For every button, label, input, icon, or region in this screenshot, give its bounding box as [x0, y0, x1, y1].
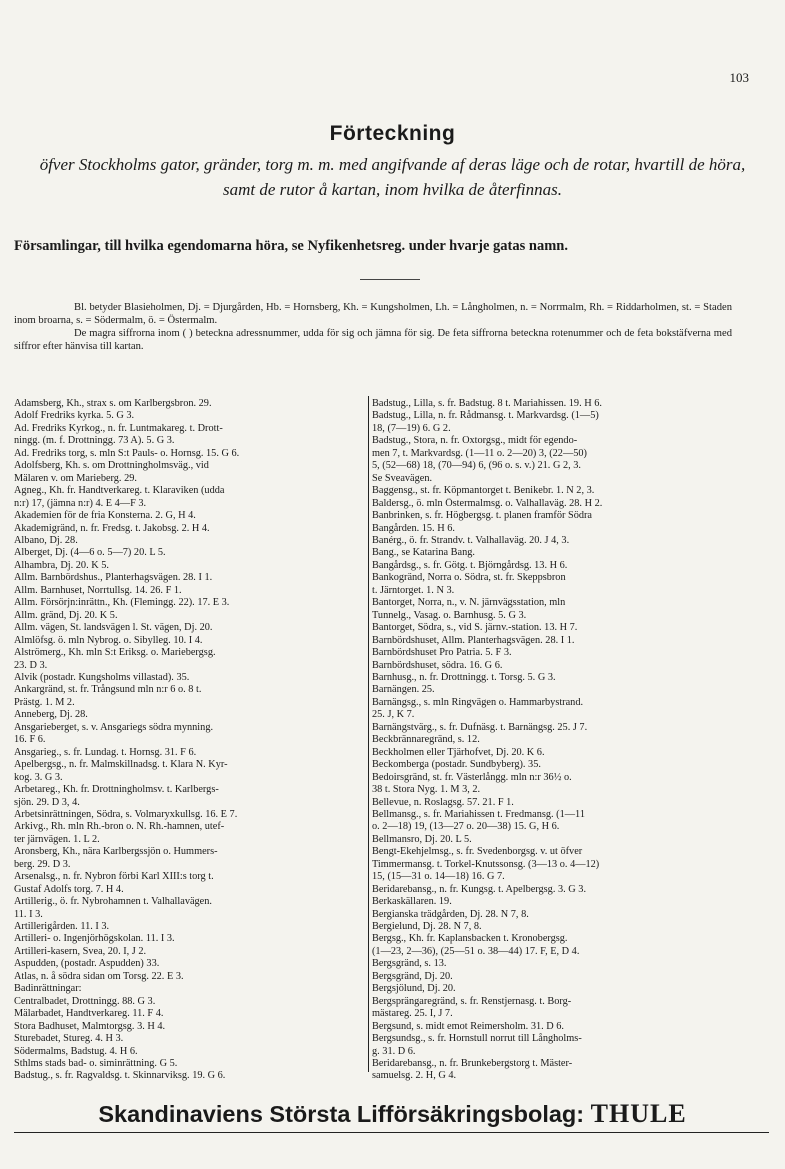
index-entry: Sthlms stads bad- o. siminrättning. G 5. — [14, 1058, 178, 1070]
index-entry: g. 31. D 6. — [372, 1045, 416, 1057]
index-entry: Allm. gränd, Dj. 20. K 5. — [14, 609, 118, 621]
index-entry: Barnbördshuset, Allm. Planterhagsvägen. 28. I 1. — [372, 634, 575, 646]
index-entry: Beckbrännaregränd, s. 12. — [372, 734, 480, 746]
index-entry: Badstug., Lilla, n. fr. Rådmansg. t. Markvardsg. (1—5) — [372, 410, 599, 422]
index-entry: Banérg., ö. fr. Strandv. t. Valhallaväg. 20. J 4, 3. — [372, 534, 570, 546]
index-entry: kog. 3. G 3. — [14, 771, 63, 783]
index-entry: Artilleri- o. Ingenjörhögskolan. 11. I 3. — [14, 933, 175, 945]
index-entry: Atlas, n. å södra sidan om Torsg. 22. E 3. — [14, 970, 184, 982]
index-entry: Albano, Dj. 28. — [14, 534, 78, 546]
index-entry: Berkaskällaren. 19. — [372, 896, 452, 908]
banner-brand: THULE — [590, 1099, 687, 1128]
index-entry: men 7, t. Markvardsg. (1—11 o. 2—20) 3, (22—50) — [372, 447, 587, 459]
index-entry: Bergsund, s. midt emot Reimersholm. 31. D 6. — [372, 1020, 565, 1032]
index-entry: ningg. (m. f. Drottningg. 73 A). 5. G 3. — [14, 435, 175, 447]
index-entry: Bergsprängaregränd, s. fr. Renstjernasg. t. Borg- — [372, 995, 572, 1007]
index-entry: Bellmansg., s. fr. Mariahissen t. Fredmansg. (1—11 — [372, 808, 585, 820]
index-entry: Bergsg., Kh. fr. Kaplansbacken t. Kronobergsg. — [372, 933, 568, 945]
index-entry: Adolf Fredriks kyrka. 5. G 3. — [14, 410, 135, 422]
index-entry: (1—23, 2—36), (25—51 o. 38—44) 17. F, E, D 4. — [372, 945, 580, 957]
index-entry: Bergianska trädgården, Dj. 28. N 7, 8. — [372, 908, 529, 920]
banner-rule — [14, 1132, 769, 1133]
index-entry: Bang., se Katarina Bang. — [372, 547, 475, 559]
index-entry: Bergsgränd, Dj. 20. — [372, 970, 453, 982]
index-entry: Anneberg, Dj. 28. — [14, 709, 88, 721]
index-entry: Bantorget, Norra, n., v. N. järnvägsstation, mln — [372, 597, 566, 609]
index-entry: Tunnelg., Vasag. o. Barnhusg. 5. G 3. — [372, 609, 527, 621]
index-entry: Barnbördshuset, södra. 16. G 6. — [372, 659, 503, 671]
index-entry: 25. J, K 7. — [372, 709, 415, 721]
index-entry: Badstug., s. fr. Ragvaldsg. t. Skinnarviksg. 19. G 6. — [14, 1070, 226, 1082]
index-entry: Agneg., Kh. fr. Handtverkareg. t. Klaraviken (udda — [14, 485, 225, 497]
index-entry: Baggensg., st. fr. Köpmantorget t. Benikebr. 1. N 2, 3. — [372, 485, 595, 497]
index-entry: Adolfsberg, Kh. s. om Drottningholmsväg., vid — [14, 460, 209, 472]
index-entry: Se Sveavägen. — [372, 472, 433, 484]
index-entry: Sturebadet, Stureg. 4. H 3. — [14, 1033, 124, 1045]
left-column — [14, 398, 366, 1083]
index-entry: o. 2—18) 19, (13—27 o. 20—38) 15. G, H 6. — [372, 821, 560, 833]
index-entry: Alhambra, Dj. 20. K 5. — [14, 559, 109, 571]
abbreviations-paragraph: Bl. betyder Blasieholmen, Dj. = Djurgården, Hb. = Hornsberg, Kh. = Kungsholmen, Lh. = Långholmen, n. = Norrmalm, Rh. = Riddarholmen, st. = Staden inom broarna, s. = Södermalm, ö. = Östermalm. — [14, 302, 732, 326]
index-entry: Mälaren v. om Marieberg. 29. — [14, 472, 137, 484]
index-entry: Artilleri-kasern, Svea, 20. I, J 2. — [14, 945, 147, 957]
index-entry: Alvik (postadr. Kungsholms villastad). 35. — [14, 671, 190, 683]
index-entry: Ad. Fredriks torg, s. mln S:t Pauls- o. Hornsg. 15. G 6. — [14, 447, 240, 459]
banner-text: Skandinaviens Största Lifförsäkringsbolag: — [98, 1101, 585, 1127]
parishes-note: Församlingar, till hvilka egendomarna höra, se Nyfikenhetsreg. under hvarje gatas namn. — [14, 238, 568, 254]
index-entry: 16. F 6. — [14, 734, 46, 746]
index-entry: Mälarbadet, Handtverkareg. 11. F 4. — [14, 1008, 164, 1020]
index-entry: 38 t. Stora Nyg. 1. M 3, 2. — [372, 784, 481, 796]
index-entry: samuelsg. 2. H, G 4. — [372, 1070, 457, 1082]
index-entry: Bellevue, n. Roslagsg. 57. 21. F 1. — [372, 796, 514, 808]
index-entry: Bengt-Ekehjelmsg., s. fr. Svedenborgsg. v. ut öfver — [372, 846, 583, 858]
short-rule — [360, 279, 420, 280]
index-entry: Allm. vägen, St. landsvägen l. St. vägen, Dj. 20. — [14, 622, 213, 634]
index-entry: Badstug., Stora, n. fr. Oxtorgsg., midt för egendo- — [372, 435, 578, 447]
index-entry: Ansgarieberget, s. v. Ansgariegs södra mynning. — [14, 721, 214, 733]
index-entry: Bellmansro, Dj. 20. L 5. — [372, 833, 472, 845]
abbreviations-block — [14, 301, 732, 353]
index-entry: Apelbergsg., n. fr. Malmskillnadsg. t. Klara N. Kyr- — [14, 759, 228, 771]
index-entry: Barnhusg., n. fr. Drottningg. t. Torsg. 5. G 3. — [372, 671, 556, 683]
index-entry: sjön. 29. D 3, 4. — [14, 796, 80, 808]
index-entry: Aronsberg, Kh., nära Karlbergssjön o. Hummers- — [14, 846, 218, 858]
advertisement-banner — [10, 1099, 775, 1129]
index-entry: Arsenalsg., n. fr. Nybron förbi Karl XIII:s torg t. — [14, 871, 214, 883]
index-entry: Akademien för de fria Konsterna. 2. G, H 4. — [14, 510, 196, 522]
index-entry: Bedoirsgränd, st. fr. Västerlångg. mln n:r 36½ o. — [372, 771, 572, 783]
index-entry: Beridarebansg., n. fr. Kungsg. t. Apelbergsg. 3. G 3. — [372, 883, 587, 895]
index-entry: Allm. Försörjn:inrättn., Kh. (Flemingg. 22). 17. E 3. — [14, 597, 230, 609]
index-entry: 23. D 3. — [14, 659, 48, 671]
index-entry: Akademigränd, n. fr. Fredsg. t. Jakobsg. 2. H 4. — [14, 522, 210, 534]
index-entry: mästareg. 25. I, J 7. — [372, 1008, 453, 1020]
index-entry: 18, (7—19) 6. G 2. — [372, 422, 451, 434]
index-entry: 15, (15—31 o. 14—18) 16. G 7. — [372, 871, 505, 883]
index-entry: Bankogränd, Norra o. Södra, st. fr. Skeppsbron — [372, 572, 566, 584]
index-entry: Ansgarieg., s. fr. Lundag. t. Hornsg. 31. F 6. — [14, 746, 197, 758]
index-entry: Beckholmen eller Tjärhofvet, Dj. 20. K 6. — [372, 746, 545, 758]
index-entry: Södermalms, Badstug. 4. H 6. — [14, 1045, 138, 1057]
index-entry: Allm. Barnhuset, Norrtullsg. 14. 26. F 1. — [14, 584, 182, 596]
index-entry: Arkivg., Rh. mln Rh.-bron o. N. Rh.-hamnen, utef- — [14, 821, 225, 833]
index-entry: Aspudden, (postadr. Aspudden) 33. — [14, 958, 160, 970]
index-entry: Adamsberg, Kh., strax s. om Karlbergsbron. 29. — [14, 398, 212, 409]
column-divider — [368, 396, 369, 1072]
index-entry: Arbetareg., Kh. fr. Drottningholmsv. t. Karlbergs- — [14, 784, 219, 796]
index-entry: Almlöfsg. ö. mln Nybrog. o. Sibylleg. 10. I 4. — [14, 634, 203, 646]
index-entry: Gustaf Adolfs torg. 7. H 4. — [14, 883, 124, 895]
index-entry: Bergsjölund, Dj. 20. — [372, 983, 456, 995]
index-entry: Bergielund, Dj. 28. N 7, 8. — [372, 921, 482, 933]
subtitle: öfver Stockholms gator, gränder, torg m. m. med angifvande af deras läge och de rotar, hvartill de höra, samt de rutor å kartan, inom hvilka de återfinnas. — [39, 155, 746, 199]
index-entry: Alströmerg., Kh. mln S:t Eriksg. o. Mariebergsg. — [14, 647, 216, 659]
index-entry: Ad. Fredriks Kyrkog., n. fr. Luntmakareg. t. Drott- — [14, 422, 223, 434]
index-entry: 5, (52—68) 18, (70—94) 6, (96 o. s. v.) 21. G 2, 3. — [372, 460, 581, 472]
index-entry: Barnängen. 25. — [372, 684, 435, 696]
index-entry: berg. 29. D 3. — [14, 858, 71, 870]
index-entry: n:r) 17, (jämna n:r) 4. E 4—F 3. — [14, 497, 147, 509]
index-entry: Allm. Barnbördshus., Planterhagsvägen. 28. I 1. — [14, 572, 213, 584]
index-entry: Barnängsg., s. mln Ringvägen o. Hammarbystrand. — [372, 696, 584, 708]
index-entry: Timmermansg. t. Torkel-Knutssonsg. (3—13 o. 4—12) — [372, 858, 600, 870]
index-entry: Bantorget, Södra, s., vid S. järnv.-station. 13. H 7. — [372, 622, 578, 634]
abbreviations-paragraph: De magra siffrorna inom ( ) beteckna adressnummer, udda för sig och jämna för sig. De feta siffrorna beteckna rotenummer och de feta bokstäfverna med siffror efter hänvisa till kartan. — [14, 328, 732, 352]
index-entry: Bergsgränd, s. 13. — [372, 958, 447, 970]
page-title: Förteckning — [329, 122, 456, 145]
index-entry: Artillerigården. 11. I 3. — [14, 921, 110, 933]
index-entry: Prästg. 1. M 2. — [14, 696, 75, 708]
index-entry: Beckomberga (postadr. Sundbyberg). 35. — [372, 759, 541, 771]
index-entry: Bergsundsg., s. fr. Hornstull norrut till Långholms- — [372, 1033, 582, 1045]
index-entry: Baldersg., ö. mln Östermalmsg. o. Valhallaväg. 28. H 2. — [372, 497, 603, 509]
index-entry: Bangården. 15. H 6. — [372, 522, 455, 534]
index-entry: Beridarebansg., n. fr. Brunkebergstorg t. Mäster- — [372, 1058, 573, 1070]
index-entry: Badinrättningar: — [14, 983, 82, 995]
index-entry: Arbetsinrättningen, Södra, s. Volmaryxkullsg. 16. E 7. — [14, 808, 238, 820]
index-entry: Stora Badhuset, Malmtorgsg. 3. H 4. — [14, 1020, 166, 1032]
index-entry: Ankargränd, st. fr. Trångsund mln n:r 6 o. 8 t. — [14, 684, 202, 696]
index-entry: ter järnvägen. 1. L 2. — [14, 833, 100, 845]
index-entry: Barnbördshuset Pro Patria. 5. F 3. — [372, 647, 512, 659]
index-entry: Bangårdsg., s. fr. Götg. t. Björngårdsg. 13. H 6. — [372, 559, 568, 571]
index-entry: t. Järntorget. 1. N 3. — [372, 584, 455, 596]
index-entry: Barnängstvärg., s. fr. Dufnäsg. t. Barnängsg. 25. J 7. — [372, 721, 588, 733]
index-entry: Artillerig., ö. fr. Nybrohamnen t. Valhallavägen. — [14, 896, 212, 908]
page-number: 103 — [729, 70, 749, 85]
index-entry: Centralbadet, Drottningg. 88. G 3. — [14, 995, 156, 1007]
index-entry: Banbrinken, s. fr. Högbergsg. t. planen framför Södra — [372, 510, 593, 522]
index-entry: Badstug., Lilla, s. fr. Badstug. 8 t. Mariahissen. 19. H 6. — [372, 398, 602, 409]
right-column — [372, 398, 774, 1083]
index-entry: Alberget, Dj. (4—6 o. 5—7) 20. L 5. — [14, 547, 166, 559]
index-entry: 11. I 3. — [14, 908, 43, 920]
